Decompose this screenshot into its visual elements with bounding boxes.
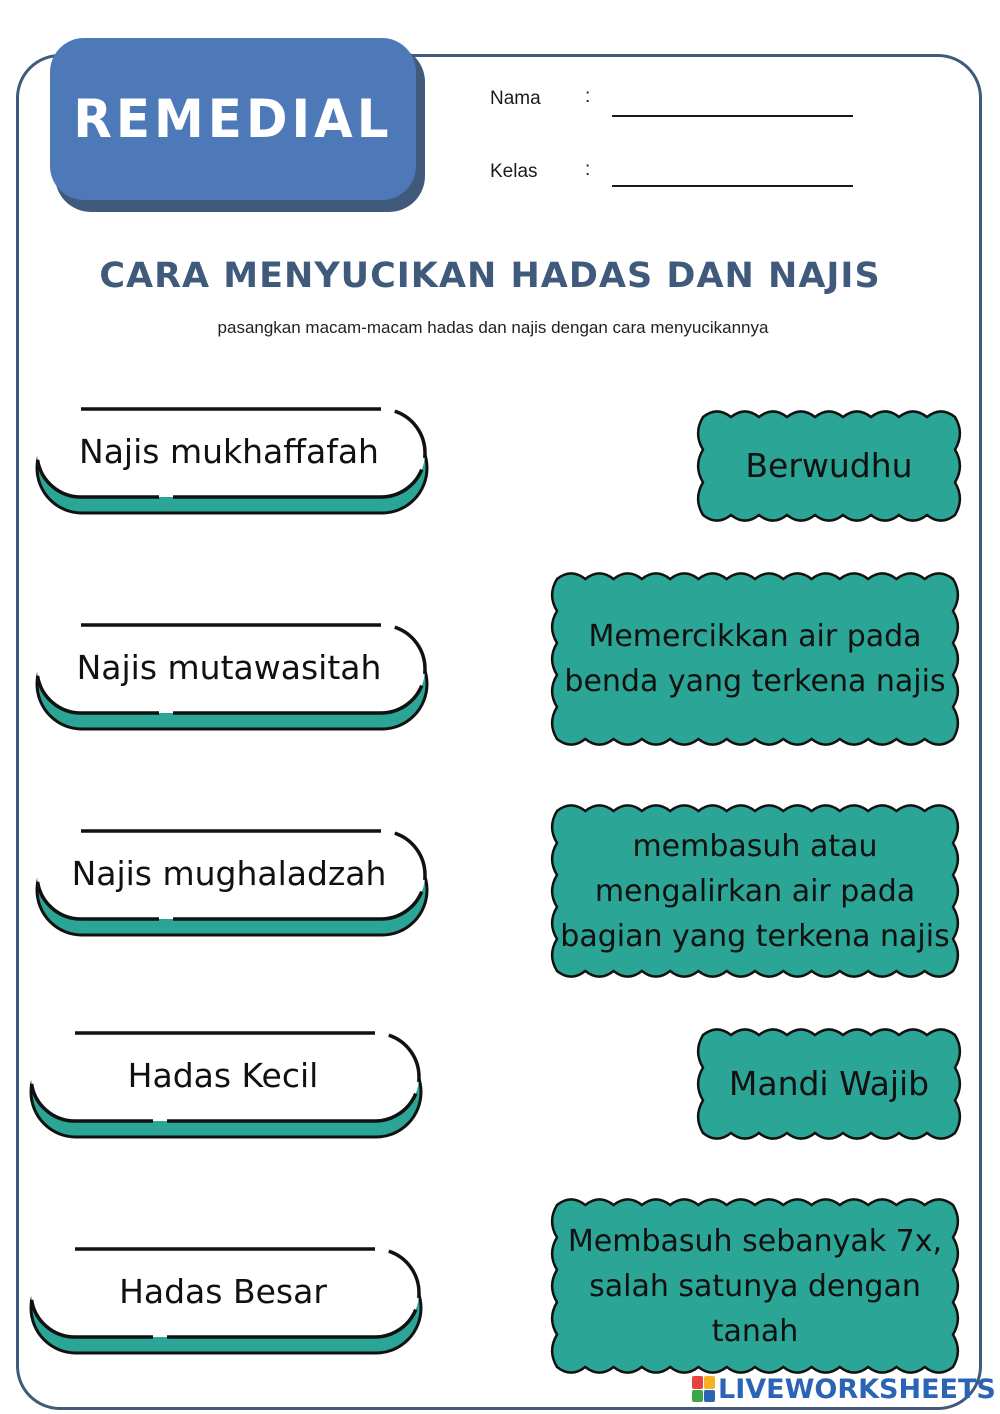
class-input-line[interactable] [612,185,853,187]
match-item-right[interactable] [694,1026,964,1142]
match-item-left[interactable] [28,1246,422,1354]
match-item-right-label: Membasuh sebanyak 7x, salah satunya dengan tanah [567,1223,943,1349]
match-item-left-label: Hadas Kecil [127,1055,319,1095]
worksheet-instructions: pasangkan macam-macam hadas dan najis dengan cara menyucikannya [217,318,769,337]
match-item-left-label: Najis mutawasitah [76,647,382,687]
match-item-right[interactable] [548,802,962,980]
liveworksheets-logo [692,1374,996,1404]
match-item-left[interactable] [34,406,428,514]
match-item-right[interactable] [548,1196,962,1376]
match-item-left[interactable] [34,828,428,936]
match-item-right[interactable] [548,570,962,748]
match-item-right[interactable] [694,408,964,524]
match-item-left-label: Najis mukhaffafah [79,431,379,471]
class-label: Kelas [490,161,538,182]
worksheet-title: CARA MENYUCIKAN HADAS DAN NAJIS [99,256,881,296]
match-item-right-label: membasuh atau mengalirkan air pada bagian yang terkena najis [560,828,950,954]
remedial-badge [50,38,416,200]
name-colon: : [585,86,591,107]
name-label: Nama [490,88,541,109]
match-item-right-label: Berwudhu [745,446,913,486]
match-item-left[interactable] [34,622,428,730]
match-item-left-label: Hadas Besar [119,1271,327,1311]
match-item-left-label: Najis mughaladzah [71,853,387,893]
match-item-right-label: Mandi Wajib [728,1064,930,1104]
badge-label: REMEDIAL [73,88,393,150]
class-colon: : [585,159,591,180]
name-input-line[interactable] [612,115,853,117]
match-item-left[interactable] [28,1030,422,1138]
logo-text: LIVEWORKSHEETS [718,1373,996,1405]
match-item-right-label: Memercikkan air pada benda yang terkena najis [564,619,946,699]
liveworksheets-logo-icon [692,1376,714,1402]
